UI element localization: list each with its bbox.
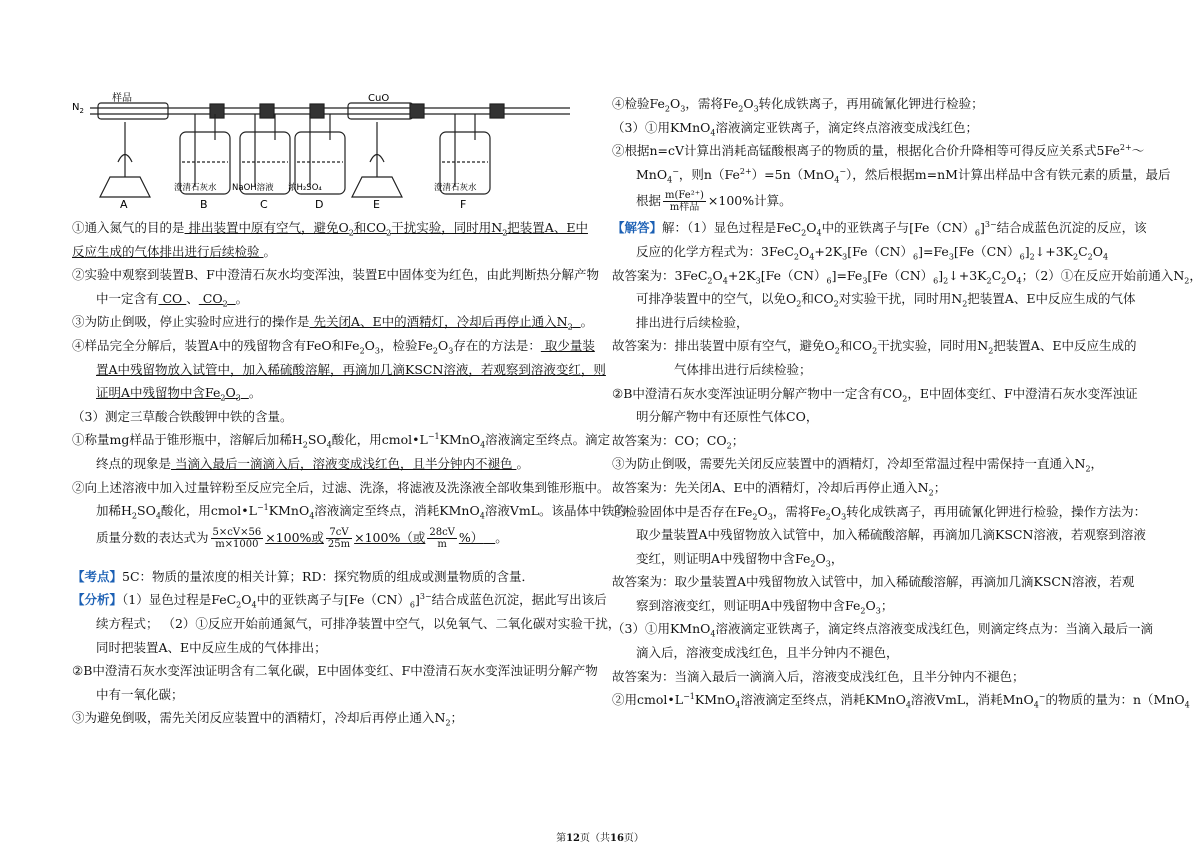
kaodian-line: 【考点】5C：物质的量浓度的相关计算；RD：探究物质的组成或测量物质的含量． xyxy=(72,568,534,584)
caption-c-letter: C xyxy=(260,198,268,211)
cuo-label: CuO xyxy=(368,93,390,104)
r-line-l11: ③为防止倒吸，需要先关闭反应装置中的酒精灯，冷却至常温过程中需保持一直通入$N_2$， xyxy=(612,456,1104,474)
fenxi-line2: 续方程式； （2）①反应开始前通氮气，可排净装置中空气，以免氧气、二氧化碳对实验干扰， xyxy=(96,615,621,631)
r-line-l19: 滴入后，溶液变成浅红色，且半分钟内不褪色， xyxy=(636,645,899,661)
fenxi-line3: 同时把装置A、E中反应生成的气体排出； xyxy=(96,639,327,655)
r-line-l20: 故答案为：当滴入最后一滴滴入后，溶液变成浅红色，且半分钟内不褪色； xyxy=(612,668,1025,684)
left-column xyxy=(72,216,627,730)
r-line-l15: 变红，则证明A中残留物中含$Fe_2O_3$， xyxy=(636,550,844,569)
q4-line1: ④样品完全分解后，装置A中的残留物含有FeO和$Fe_2O_3$，检验$Fe_2O_3$存在的方法是： 取少量装 xyxy=(72,337,595,356)
caption-c-reagent: NaOH溶液 xyxy=(232,183,274,193)
caption-e-letter: E xyxy=(373,198,380,211)
jieda-line1: 【解答】解：（1）显色过程是$FeC_2O_4$中的亚铁离子与$[Fe(CN)_6]^{3-}$结合成蓝色沉淀的反应，该 xyxy=(612,220,1147,238)
caption-f-letter: F xyxy=(460,198,467,211)
right-column xyxy=(612,92,1202,712)
fraction-3: $\frac{28cV}{m}$ xyxy=(429,526,455,550)
r-line2: （3）①用KMnO$_4$溶液滴定亚铁离子，滴定终点溶液变成浅红色； xyxy=(612,119,978,138)
r-line5: 根据 $\frac{\text{m(Fe²⁺)}}{\text{m样品}}$ ×100%计算。 xyxy=(636,190,792,214)
r-line-l10: 故答案为：CO；$CO_2$； xyxy=(612,432,745,451)
r-line-l7: 气体排出进行后续检验； xyxy=(674,361,812,377)
r-line-l17: 察到溶液变红，则证明A中残留物中含$Fe_2O_3$； xyxy=(636,597,894,616)
q2-line2: 中一定含有 CO 、 $CO_2$ 。 xyxy=(96,290,249,309)
r-line-l8: ②B中澄清石灰水变浑浊证明分解产物中一定含有$CO_2$，E中固体变红、F中澄清石灰水变浑浊证 xyxy=(612,385,1138,404)
apparatus-figure xyxy=(70,92,590,212)
q1-line2: 反应生成的气体排出进行后续检验 。 xyxy=(72,243,276,259)
n2-label: $N_2$ xyxy=(72,102,84,115)
r-line-l18: （3）①用KMnO$_4$溶液滴定亚铁离子，滴定终点溶液变成浅红色，则滴定终点为：当滴入最后一滴 xyxy=(612,621,1153,639)
q3-line: ③为防止倒吸，停止实验时应进行的操作是 先关闭A、E中的酒精灯，冷却后再停止通入$N_2$ 。 xyxy=(72,314,594,332)
q6-line1: ②向上述溶液中加入过量锌粉至反应完全后，过滤、洗涤，将滤液及洗涤液全部收集到锥形瓶中。 xyxy=(72,479,610,495)
r-line-l4: 可排净装置中的空气，以免$O_2$和$CO_2$对实验干扰，同时用$N_2$把装置A、E中反应生成的气体 xyxy=(636,291,1136,309)
sample-label: 样品 xyxy=(112,93,132,104)
page-footer: 第12页（共16页） xyxy=(556,833,644,844)
r-line-l13: ④检验固体中是否存在$Fe_2O_3$，需将$Fe_2O_3$转化成铁离子，再用硫氰化钾进行检验，操作方法为： xyxy=(612,503,1147,521)
r-line-l5: 排出进行后续检验， xyxy=(636,314,749,330)
r-line-l14: 取少量装置A中残留物放入试管中，加入稀硫酸溶解，再滴加几滴KSCN溶液，若观察到溶液 xyxy=(636,527,1146,543)
fraction-1: $\frac{5\times cV\times 56}{m\times 1000}$ xyxy=(212,526,262,550)
r-line4: MnO$_4$−，则$n(Fe^{2+})=5n(MnO_4^-)$，然后根据m=nM计算出样品中含有铁元素的质量，最后 xyxy=(636,166,1171,185)
fenxi-line4: ②B中澄清石灰水变浑浊证明含有二氧化碳，E中固体变红、F中澄清石灰水变浑浊证明分解产物 xyxy=(72,663,598,679)
jieda-line2: 反应的化学方程式为：$3FeC_2O_4+2K_3[Fe(CN)_6]=Fe_3[Fe(CN)_6]_2↓+3K_2C_2O_4$ xyxy=(636,243,1109,262)
caption-d-reagent: 浓H₂SO₄ xyxy=(288,183,322,193)
q5-line2: 终点的现象是 当滴入最后一滴滴入后，溶液变成浅红色，且半分钟内不褪色 。 xyxy=(96,455,529,471)
caption-f-reagent: 澄清石灰水 xyxy=(434,183,477,193)
q4-line3: 证明A中残留物中含$Fe_2O_3$ 。 xyxy=(96,385,262,403)
caption-b-reagent: 澄清石灰水 xyxy=(174,183,217,193)
q2-line1: ②实验中观察到装置B、F中澄清石灰水均变浑浊，装置E中固体变为红色，由此判断热分解产物 xyxy=(72,267,599,283)
caption-d-letter: D xyxy=(315,198,324,211)
fenxi-line6: ③为避免倒吸，需先关闭反应装置中的酒精灯，冷却后再停止通入$N_2$； xyxy=(72,710,464,728)
r-line1: ④检验$Fe_2O_3$，需将$Fe_2O_3$转化成铁离子，再用硫氰化钾进行检验； xyxy=(612,96,984,114)
q4-line2: 置A中残留物放入试管中，加入稀硫酸溶解，再滴加几滴KSCN溶液，若观察到溶液变红，则 xyxy=(96,361,606,377)
r-line-l21: ②用$cmol•L^{-1}KMnO_4$溶液滴定至终点，消耗KMnO$_4$溶液VmL，消耗MnO$_4$−的物质的量为：n（MnO$_4$ xyxy=(612,692,1190,710)
fenxi-line5: 中有一氧化碳； xyxy=(96,686,184,702)
fraction-2: $\frac{7cV}{25m}$ xyxy=(327,526,351,550)
r-line-l16: 故答案为：取少量装置A中残留物放入试管中，加入稀硫酸溶解，再滴加几滴KSCN溶液，若观 xyxy=(612,574,1135,590)
r-line-l12: 故答案为：先关闭A、E中的酒精灯，冷却后再停止通入$N_2$； xyxy=(612,479,947,498)
r-line-l9: 明分解产物中有还原性气体CO， xyxy=(636,409,819,425)
q6-line2: 加稀$H_2SO_4$酸化，用$cmol•L^{-1}KMnO_4$溶液滴定至终点，消耗KMnO$_4$溶液VmL。该晶体中铁的 xyxy=(96,502,627,521)
q6-line3: 质量分数的表达式为 $\frac{5\times cV\times 56}{m\times 1000}$ ×100%或 $\frac{7cV}{25m}$ ×100%（或 $\frac{28cV}{m}$ %） 。 xyxy=(96,526,508,550)
r-line3: ②根据n=cV计算出消耗高锰酸根离子的物质的量，根据化合价升降相等可得反应关系式$5Fe^{2+}\sim$ xyxy=(612,143,1145,159)
caption-a-letter: A xyxy=(120,198,128,211)
fraction-fe: $\frac{\text{m(Fe²⁺)}}{\text{m样品}}$ xyxy=(665,190,704,214)
r-line-l3: 故答案为：$3FeC_2O_4+2K_3[Fe(CN)_6]=Fe_3[Fe(CN)_6]_2↓+3K_2C_2O_4$；（2）①在反应开始前通入$N_2$， xyxy=(612,267,1202,286)
r-line-l6: 故答案为：排出装置中原有空气，避免$O_2$和$CO_2$干扰实验，同时用$N_2$把装置A、E中反应生成的 xyxy=(612,338,1137,356)
q1-line1: ①通入氮气的目的是 排出装置中原有空气，避免$O_2$和$CO_2$干扰实验，同时用$N_2$把装置A、E中 xyxy=(72,220,588,238)
q5-line1: ①称量mg样品于锥形瓶中，溶解后加稀$H_2SO_4$酸化，用$cmol•L^{-1}KMnO_4$溶液滴定至终点。滴定 xyxy=(72,432,611,450)
fenxi-line1: 【分析】（1）显色过程是$FeC_2O_4$中的亚铁离子与$[Fe(CN)_6]^{3-}$结合成蓝色沉淀，据此写出该后 xyxy=(72,592,607,610)
caption-b-letter: B xyxy=(200,198,208,211)
part3-heading: （3）测定三草酸合铁酸钾中铁的含量。 xyxy=(72,408,293,424)
